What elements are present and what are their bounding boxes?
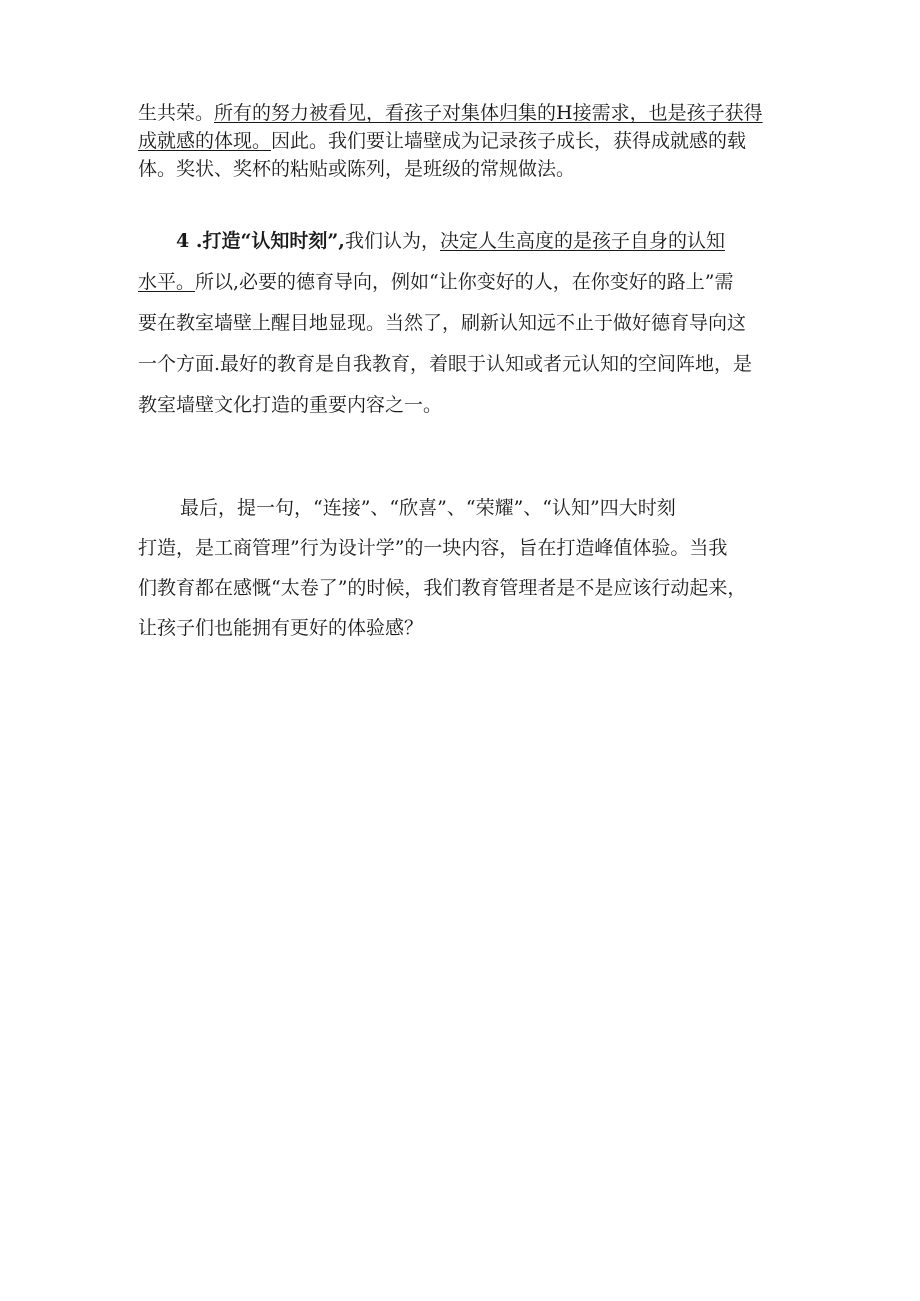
- text-run: 所以,必要的德育导向，例如“让你变好的人，在你变好的路上”需: [195, 271, 734, 293]
- text-line: [138, 221, 798, 262]
- text-line: 让孩子们也能拥有更好的体验感？: [138, 617, 424, 639]
- text-line: 一个方面.最好的教育是自我教育，着眼于认知或者元认知的空间阵地，是: [138, 353, 753, 375]
- text-line: [138, 262, 798, 303]
- text-line: [138, 99, 798, 127]
- paragraph-achievement: [138, 99, 798, 183]
- text-line: 打造，是工商管理”行为设计学”的一块内容，旨在打造峰值体验。当我: [138, 537, 728, 559]
- text-run: 因此。我们要让墙壁成为记录孩子成长，获得成就感的载: [271, 130, 747, 152]
- text-line: 们教育都在感慨“太卷了”的时候，我们教育管理者是不是应该行动起来，: [138, 577, 747, 599]
- text-line: 教室墙壁文化打造的重要内容之一。: [138, 394, 443, 416]
- underlined-text: 决定人生高度的是孩子自身的认知: [439, 230, 725, 252]
- underlined-text: 水平。: [138, 271, 196, 293]
- text-line: 最后，提一句，“连接”、“欣喜”、“荣耀”、“认知”四大时刻: [180, 497, 676, 519]
- text-line: 体。奖状、奖杯的粘贴或陈列，是班级的常规做法。: [138, 158, 576, 180]
- text-line: [138, 127, 798, 155]
- text-run: 生共荣。: [138, 102, 215, 124]
- text-run: 我们认为，: [344, 230, 440, 252]
- underlined-text: 成就感的体现。: [138, 130, 272, 152]
- underlined-text: 所有的努力被看见，看孩子对集体归集的H接需求，也是孩子获得: [214, 102, 763, 124]
- paragraph-cognition-moment: [138, 221, 798, 426]
- section-heading: 4 .打造“认知时刻”,: [176, 230, 345, 252]
- text-line: 要在教室墙壁上醒目地显现。当然了，刷新认知远不止于做好德育导向这: [138, 312, 747, 334]
- paragraph-conclusion: [138, 488, 798, 648]
